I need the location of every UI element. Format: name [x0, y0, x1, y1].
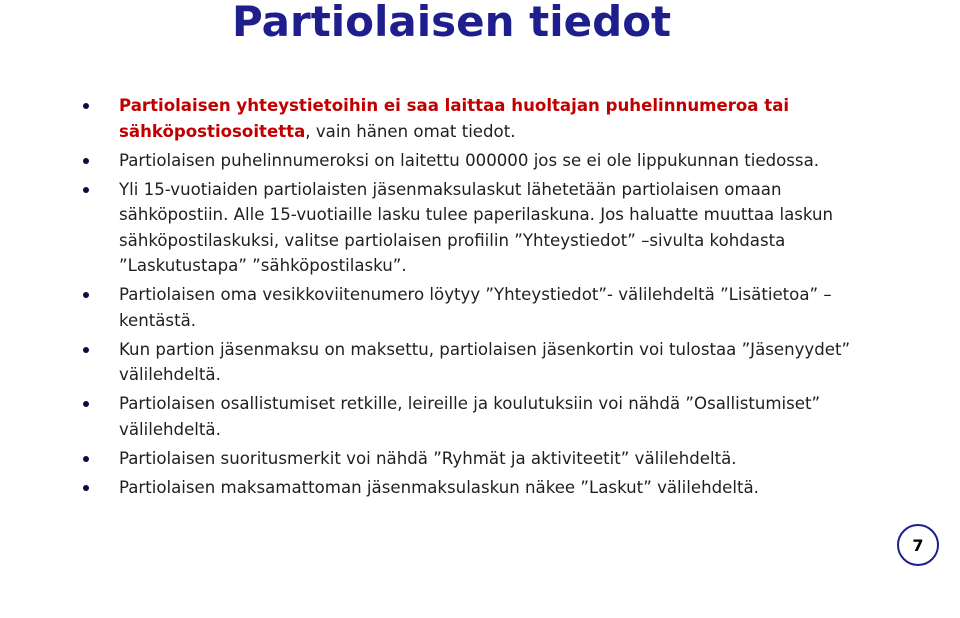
- bullet-icon: [83, 485, 89, 491]
- list-item: [82, 282, 882, 333]
- list-item: [82, 148, 882, 174]
- list-item-text: , vain hänen omat tiedot.: [305, 121, 516, 141]
- list-item-text: Partiolaisen maksamattoman jäsenmaksulaskun näkee ”Laskut” välilehdeltä.: [119, 477, 759, 497]
- bullet-icon: [83, 456, 89, 462]
- bullet-icon: [83, 103, 89, 109]
- bullet-list: [82, 93, 882, 504]
- page-number-badge: 7: [897, 524, 939, 566]
- list-item-text: Partiolaisen oma vesikkoviitenumero löytyy ”Yhteystiedot”- välilehdeltä ”Lisätietoa” –kentästä.: [119, 285, 832, 330]
- list-item-text: Kun partion jäsenmaksu on maksettu, partiolaisen jäsenkortin voi tulostaa ”Jäsenyydet” välilehdeltä.: [119, 339, 851, 384]
- list-item: [82, 391, 882, 442]
- bullet-icon: [83, 347, 89, 353]
- list-item: [82, 446, 882, 472]
- bullet-icon: [83, 401, 89, 407]
- bullet-icon: [83, 187, 89, 193]
- list-item-text: Yli 15-vuotiaiden partiolaisten jäsenmaksulaskut lähetetään partiolaisen omaan sähköpostiin. Alle 15-vuotiaille lasku tulee paperilaskuna. Jos haluatte muuttaa laskun sähköpostilaskuksi, valitse partiolaisen profiilin ”Yhteystiedot” –sivulta kohdasta ”Laskutustapa” ”sähköpostilasku”.: [119, 179, 834, 275]
- page-title: Partiolaisen tiedot: [232, 0, 672, 46]
- list-item: [82, 475, 882, 501]
- warning-text: Partiolaisen yhteystietoihin ei saa laittaa huoltajan puhelinnumeroa tai sähköpostiosoitetta: [119, 96, 790, 141]
- list-item: [82, 93, 882, 144]
- list-item-text: Partiolaisen suoritusmerkit voi nähdä ”Ryhmät ja aktiviteetit” välilehdeltä.: [119, 448, 737, 468]
- bullet-icon: [83, 158, 89, 164]
- list-item: [82, 337, 882, 388]
- list-item-text: Partiolaisen puhelinnumeroksi on laitettu 000000 jos se ei ole lippukunnan tiedossa.: [119, 150, 820, 170]
- list-item: [82, 177, 882, 279]
- list-item-text: Partiolaisen osallistumiset retkille, leireille ja koulutuksiin voi nähdä ”Osallistumiset” välilehdeltä.: [119, 394, 821, 439]
- bullet-icon: [83, 292, 89, 298]
